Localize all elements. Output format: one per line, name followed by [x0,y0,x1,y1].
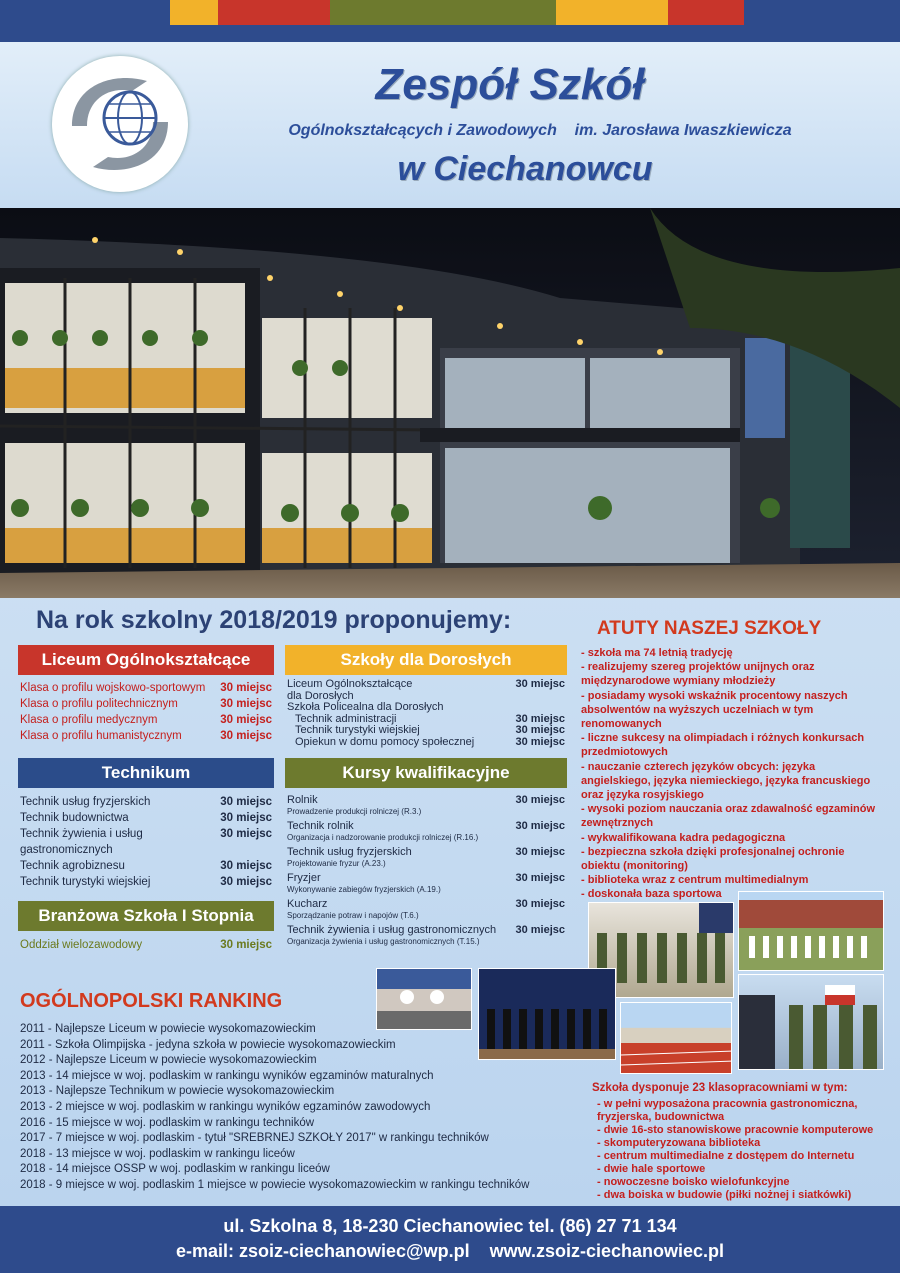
flag-ceremony-photo [738,974,884,1070]
list-item: - szkoła ma 74 letnią tradycję [581,647,733,659]
footer-contact [0,1241,900,1262]
list-item: Technik rolnik Organizacja i nadzorowanie produkcji rolniczej (R.16.) 30 miejsc [287,820,565,842]
sports-field-photo [620,1002,732,1074]
list-item: Oddział wielozawodowy 30 miejsc [20,939,272,951]
list-item: 2013 - Najlepsze Technikum w powiecie wysokomazowieckim [20,1085,335,1098]
list-item: - w pełni wyposażona pracownia gastronomiczna, fryzjerska, budownictwa [597,1098,858,1123]
list-item: 2016 - 15 miejsce w woj. podlaskim w rankingu techników [20,1116,315,1129]
color-stripes [170,0,744,25]
kitchen-photo [376,968,472,1030]
school-title: Zespół Szkół [375,60,645,109]
list-item: 2018 - 13 miejsce w woj. podlaskim w rankingu liceów [20,1147,295,1160]
list-item: Technik żywienia i usług gastronomicznych 30 miejsc [20,828,272,856]
list-item: - centrum multimedialne z dostępem do Internetu [597,1150,855,1162]
list-item: Fryzjer Wykonywanie zabiegów fryzjerskich (A.19.) 30 miejsc [287,872,565,894]
list-item: - dwa boiska w budowie (piłki nożnej i siatkówki) [597,1189,852,1201]
list-item: Liceum Ogólnokształcące dla Dorosłych 30 miejsc [287,678,565,702]
list-item: Technik usług fryzjerskich 30 miejsc [20,796,272,808]
list-item: 2018 - 14 miejsce OSSP w woj. podlaskim w rankingu liceów [20,1163,330,1176]
school-location: w Ciechanowcu [397,150,653,188]
atuty-list [581,646,881,902]
list-item: Technik administracji 30 miejsc [295,712,565,725]
footer-address: ul. Szkolna 8, 18-230 Ciechanowiec tel. (86) 27 71 134 [223,1216,677,1236]
list-item: Klasa o profilu medycznym 30 miejsc [20,714,272,726]
branzowa-header: Branżowa Szkoła I Stopnia [18,901,274,931]
list-item: Rolnik Prowadzenie produkcji rolniczej (R.3.) 30 miejsc [287,794,565,816]
dorosli-header: Szkoły dla Dorosłych [285,645,567,675]
liceum-list [20,680,272,744]
list-item: 2011 - Szkoła Olimpijska - jedyna szkoła w powiecie wysokomazowieckim [20,1038,396,1051]
list-item: - nowoczesne boisko wielofunkcyjne [597,1176,790,1188]
list-item: 2012 - Najlepsze Liceum w powiecie wysokomazowieckim [20,1054,317,1067]
list-item: - dwie hale sportowe [597,1163,706,1175]
list-item: Opiekun w domu pomocy społecznej 30 miejsc [295,735,565,748]
list-item: Technik agrobiznesu 30 miejsc [20,860,272,872]
list-item: - realizujemy szereg projektów unijnych oraz międzynarodowe wymiany młodzieży [581,661,815,688]
list-item: Klasa o profilu humanistycznym 30 miejsc [20,730,272,742]
list-item: - nauczanie czterech języków obcych: języka angielskiego, języka niemieckiego, języka francuskiego oraz języka rosyjskiego [581,760,871,802]
list-item: Technik turystyki wiejskiej 30 miejsc [295,724,565,736]
list-item: - skomputeryzowana biblioteka [597,1137,761,1149]
branzowa-list [20,937,272,953]
facilities-heading: Szkoła dysponuje 23 klasopracowniami w tym: [592,1082,848,1094]
list-item: 2018 - 9 miejsce w woj. podlaskim 1 miejsce w powiecie wysokomazowieckim w rankingu techników [20,1178,530,1191]
list-item: 2013 - 2 miejsce w woj. podlaskim w rankingu wyników egzaminów zawodowych [20,1100,431,1113]
technikum-list [20,794,272,890]
list-item: - wysoki poziom nauczania oraz zdawalność egzaminów zewnętrznych [581,803,876,830]
list-item: Technik budownictwa 30 miejsc [20,812,272,824]
list-item: 2017 - 7 miejsce w woj. podlaskim - tytuł "SREBRNEJ SZKOŁY 2017" w rankingu techników [20,1132,489,1145]
ceremony-photo [738,891,884,971]
technikum-header: Technikum [18,758,274,788]
list-item: 2011 - Najlepsze Liceum w powiecie wysokomazowieckim [20,1023,316,1035]
school-building-photo [0,208,900,598]
list-item: - liczne sukcesy na olimpiadach i różnych konkursach przedmiotowych [581,732,865,759]
ranking-list [20,1022,529,1194]
list-item: Technik usług fryzjerskich Projektowanie fryzur (A.23.) 30 miejsc [287,846,565,868]
list-item: Klasa o profilu wojskowo-sportowym 30 miejsc [20,682,272,694]
list-item: Technik turystyki wiejskiej 30 miejsc [20,876,272,888]
list-item: - bezpieczna szkoła dzięki profesjonalnej ochronie obiektu (monitoring) [581,845,845,873]
website-link[interactable]: www.zsoiz-ciechanowiec.pl [489,1241,725,1261]
offer-heading: Na rok szkolny 2018/2019 proponujemy: [36,606,512,634]
list-item: - doskonała baza sportowa [581,888,722,901]
list-item: Klasa o profilu politechnicznym 30 miejsc [20,698,272,710]
list-item: Szkoła Policealna dla Dorosłych [287,701,444,713]
footer [0,1206,900,1273]
list-item: - posiadamy wysoki wskaźnik procentowy naszych absolwentów na wyższych uczelniach w tym renomowanych [581,689,848,731]
list-item: - dwie 16-sto stanowiskowe pracownie komputerowe [597,1124,874,1136]
list-item: Technik żywienia i usług gastronomicznych Organizacja żywienia i usług gastronomicznych (T.15.) 30 miejsc [287,924,565,946]
facilities-list [597,1098,887,1202]
dorosli-list [287,679,565,748]
list-item: - biblioteka wraz z centrum multimedialnym [581,874,809,887]
list-item: - wykwalifikowana kadra pedagogiczna [581,831,786,844]
list-item: 2013 - 14 miejsce w woj. podlaskim w rankingu wyników egzaminów maturalnych [20,1069,434,1082]
kursy-list [287,794,565,950]
email-link[interactable]: e-mail: zsoiz-ciechanowiec@wp.pl [175,1241,470,1261]
school-subtitle: Ogólnokształcących i Zawodowych im. Jarosława Iwaszkiewicza [288,122,792,139]
kursy-header: Kursy kwalifikacyjne [285,758,567,788]
ranking-heading: OGÓLNOPOLSKI RANKING [20,990,283,1012]
liceum-header: Liceum Ogólnokształcące [18,645,274,675]
atuty-heading: ATUTY NASZEJ SZKOŁY [597,618,822,639]
list-item: Kucharz Sporządzanie potraw i napojów (T.6.) 30 miejsc [287,898,565,920]
